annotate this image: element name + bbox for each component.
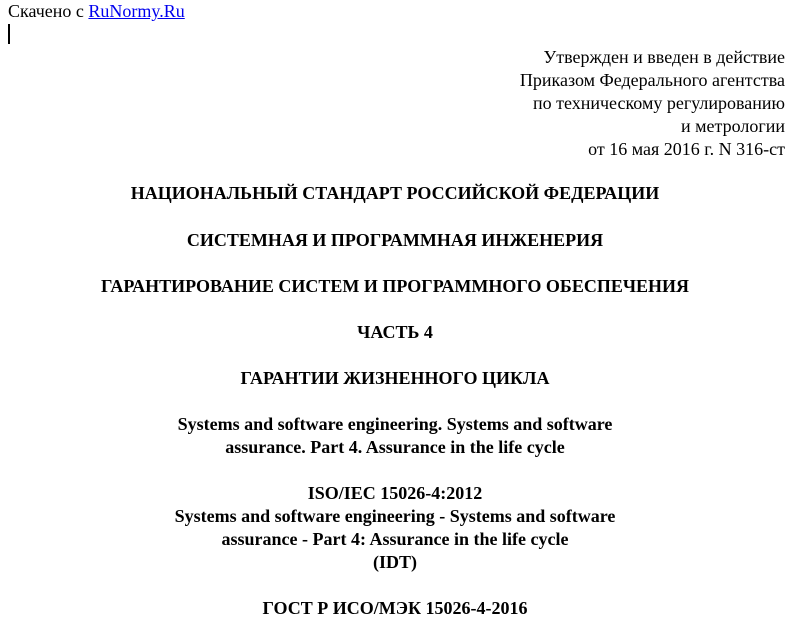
series-title-heading: ГАРАНТИРОВАНИЕ СИСТЕМ И ПРОГРАММНОГО ОБЕСПЕЧЕНИЯ	[100, 276, 690, 296]
english-title-line-1: Systems and software engineering. Systems and software	[177, 414, 613, 434]
iso-title-line-1: Systems and software engineering - Systems and software	[174, 506, 616, 526]
runormy-link[interactable]: RuNormy.Ru	[88, 1, 185, 21]
approval-line-3: по техническому регулированию	[532, 93, 785, 113]
approval-line-4: и метрологии	[681, 116, 785, 136]
approval-line-1: Утвержден и введен в действие	[543, 47, 785, 67]
equivalence-marker: (IDT)	[373, 552, 417, 572]
text-cursor	[8, 24, 10, 44]
source-prefix: Скачено с	[8, 1, 89, 21]
gost-designation: ГОСТ Р ИСО/МЭК 15026-4-2016	[262, 598, 528, 618]
part-heading: ЧАСТЬ 4	[357, 322, 433, 342]
standard-type-heading: НАЦИОНАЛЬНЫЙ СТАНДАРТ РОССИЙСКОЙ ФЕДЕРАЦИИ	[130, 183, 660, 203]
iso-code: ISO/IEC 15026-4:2012	[307, 483, 483, 503]
english-title	[0, 413, 790, 459]
approval-line-2: Приказом Федерального агентства	[519, 70, 785, 90]
english-title-line-2: assurance. Part 4. Assurance in the life cycle	[225, 437, 565, 457]
approval-block	[520, 46, 785, 161]
part-title-heading: ГАРАНТИИ ЖИЗНЕННОГО ЦИКЛА	[240, 368, 550, 388]
international-standard-block	[0, 482, 790, 574]
iso-title-line-2: assurance - Part 4: Assurance in the life cycle	[221, 529, 569, 549]
source-attribution	[8, 0, 185, 22]
approval-line-5: от 16 мая 2016 г. N 316-ст	[588, 139, 785, 159]
discipline-heading: СИСТЕМНАЯ И ПРОГРАММНАЯ ИНЖЕНЕРИЯ	[186, 230, 604, 250]
